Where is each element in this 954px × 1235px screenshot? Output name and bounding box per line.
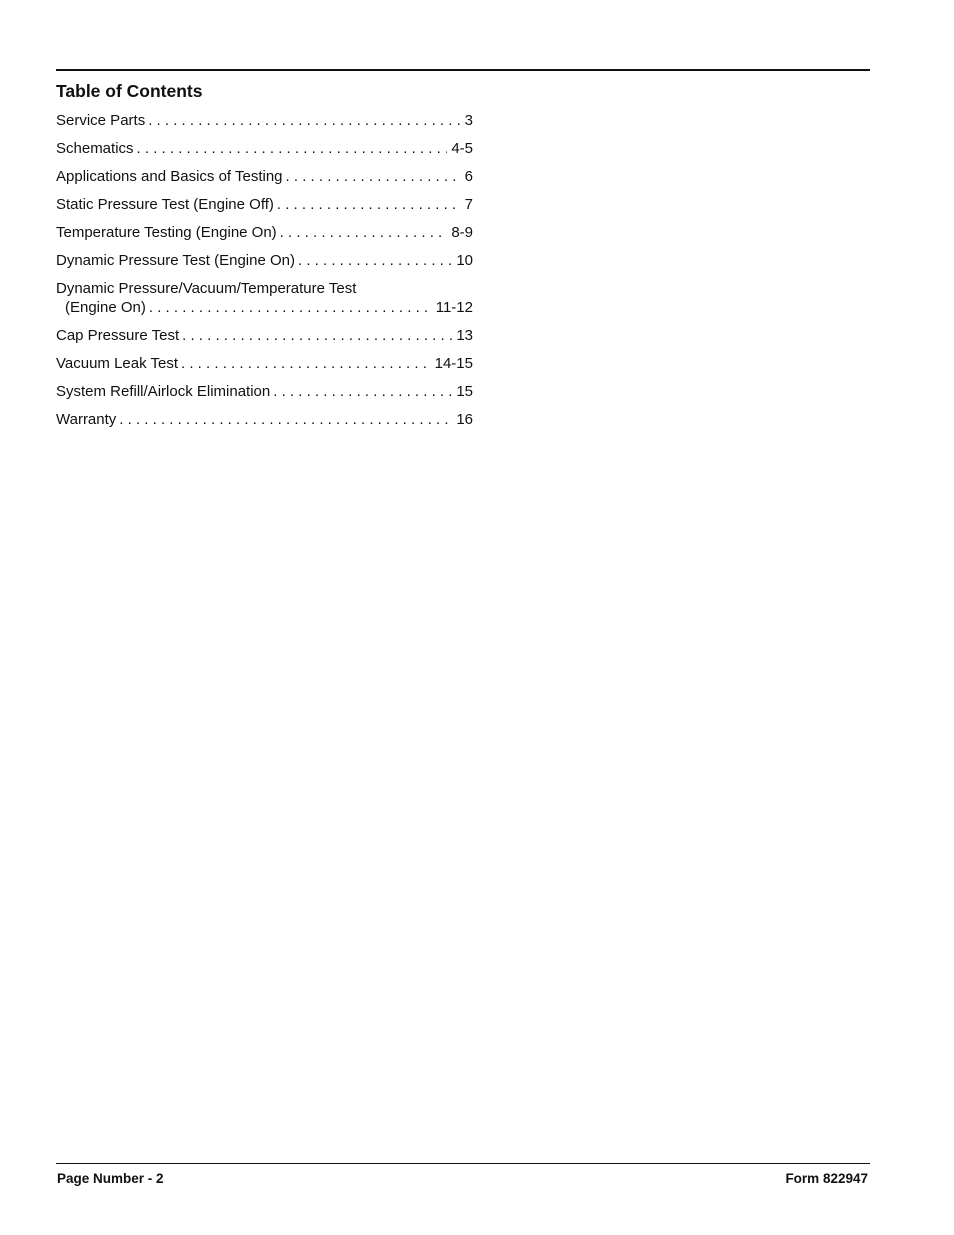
toc-entry-vacuum-leak: [56, 354, 473, 373]
dot-leader: [277, 195, 461, 214]
toc-entry-static-pressure: [56, 195, 473, 214]
toc-entry-page: 4-5: [451, 140, 473, 157]
footer-rule: [56, 1163, 870, 1164]
toc-entry-label: Service Parts: [56, 112, 146, 129]
toc-entry-page: 8-9: [451, 224, 473, 241]
toc-entry-applications: [56, 167, 473, 186]
dot-leader: [137, 139, 448, 158]
dot-leader: [148, 111, 460, 130]
toc-entry-label: Dynamic Pressure Test (Engine On): [56, 252, 295, 269]
toc-entry-page: 7: [464, 196, 473, 213]
toc-entry-page: 11-12: [435, 299, 473, 316]
toc-entry-page: 3: [464, 112, 473, 129]
dot-leader: [119, 410, 452, 429]
toc-entry-page: 6: [464, 168, 473, 185]
toc-entry-label: Schematics: [56, 140, 134, 157]
dot-leader: [280, 223, 448, 242]
dot-leader: [182, 326, 452, 345]
toc-entry-page: 10: [456, 252, 473, 269]
header-rule: [56, 69, 870, 71]
page-title: Table of Contents: [56, 81, 203, 101]
toc-entry-system-refill: [56, 382, 473, 401]
toc-list: [56, 111, 473, 438]
toc-entry-dynamic-pressure-vacuum-temperature: [56, 279, 473, 317]
toc-entry-label: Dynamic Pressure/Vacuum/Temperature Test: [56, 280, 357, 297]
toc-entry-page: 15: [456, 383, 473, 400]
toc-entry-label: Static Pressure Test (Engine Off): [56, 196, 274, 213]
dot-leader: [273, 382, 452, 401]
dot-leader: [149, 298, 432, 317]
toc-entry-cap-pressure: [56, 326, 473, 345]
toc-entry-temperature-testing: [56, 223, 473, 242]
toc-entry-schematics: [56, 139, 473, 158]
toc-entry-label: System Refill/Airlock Elimination: [56, 383, 271, 400]
toc-entry-label: Applications and Basics of Testing: [56, 168, 283, 185]
toc-entry-service-parts: [56, 111, 473, 130]
toc-entry-warranty: [56, 410, 473, 429]
toc-entry-label: Warranty: [56, 411, 117, 428]
dot-leader: [298, 251, 452, 270]
dot-leader: [181, 354, 431, 373]
toc-entry-label: Cap Pressure Test: [56, 327, 180, 344]
toc-entry-dynamic-pressure: [56, 251, 473, 270]
toc-entry-label: Vacuum Leak Test: [56, 355, 179, 372]
dot-leader: [286, 167, 461, 186]
toc-entry-page: 13: [456, 327, 473, 344]
toc-entry-page: 14-15: [434, 355, 473, 372]
toc-entry-page: 16: [456, 411, 473, 428]
footer-form-number: Form 822947: [785, 1171, 868, 1186]
toc-entry-label-continued: (Engine On): [65, 299, 146, 316]
footer-page-number: Page Number - 2: [57, 1171, 164, 1186]
toc-entry-label: Temperature Testing (Engine On): [56, 224, 277, 241]
